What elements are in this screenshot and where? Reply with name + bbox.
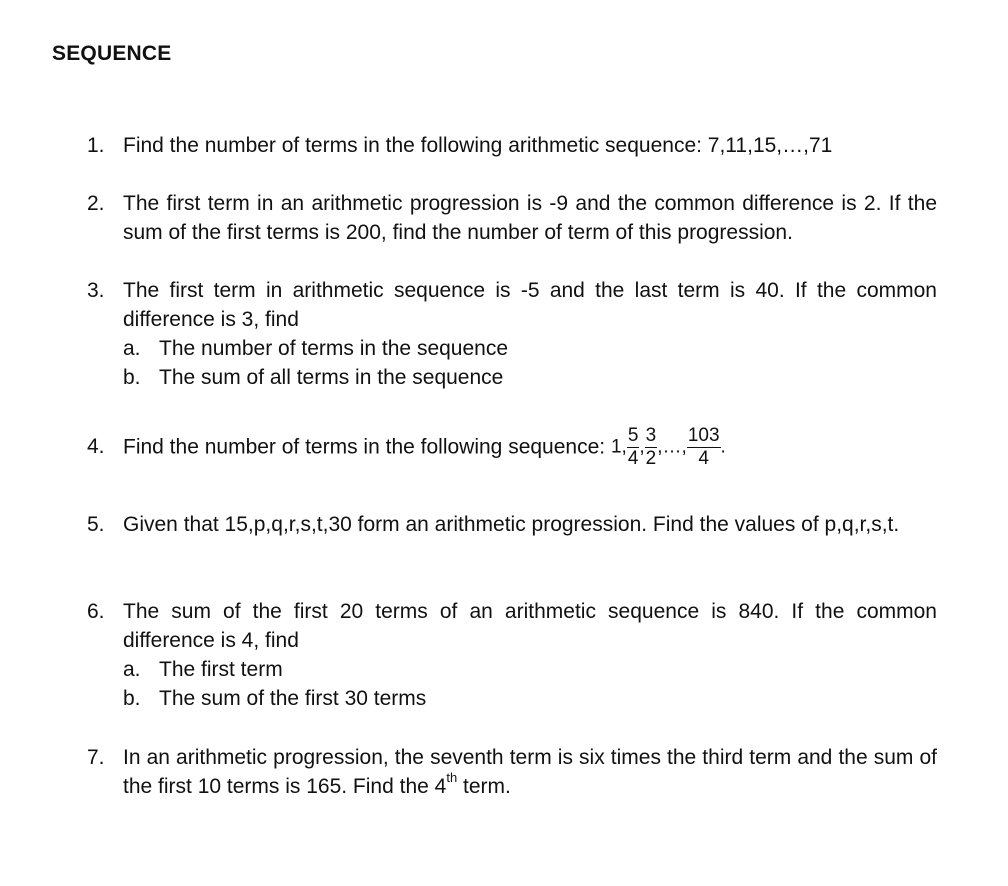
sub-question-letter: a. bbox=[123, 658, 141, 681]
question-text-end: term. bbox=[457, 775, 511, 798]
fraction-numerator: 3 bbox=[645, 425, 657, 446]
fraction-103-4 bbox=[687, 425, 721, 470]
question-5 bbox=[87, 510, 937, 539]
fraction-denominator: 4 bbox=[627, 448, 639, 469]
page-title: SEQUENCE bbox=[52, 42, 172, 65]
fraction-denominator: 2 bbox=[645, 448, 657, 469]
question-text-main: In an arithmetic progression, the seventh term is six times the third term and the sum of the first 10 terms is 165. Find the 4 bbox=[123, 746, 937, 798]
question-number: 6. bbox=[87, 600, 105, 623]
sub-question-letter: a. bbox=[123, 337, 141, 360]
question-text: The sum of the first 20 terms of an arithmetic sequence is 840. If the common difference is 4, find bbox=[123, 600, 937, 652]
sequence-first-term: 1, bbox=[610, 436, 627, 458]
question-7 bbox=[87, 743, 937, 801]
question-number: 7. bbox=[87, 746, 105, 769]
sub-question-b bbox=[123, 684, 937, 713]
question-6 bbox=[87, 597, 937, 713]
question-number: 5. bbox=[87, 513, 105, 536]
question-text: Find the number of terms in the following sequence: bbox=[123, 435, 606, 459]
sequence-separator: , bbox=[639, 436, 645, 458]
question-number: 4. bbox=[87, 435, 105, 458]
question-4 bbox=[87, 425, 937, 470]
question-text: The first term in an arithmetic progression is -9 and the common difference is 2. If the sum of the first terms is 200, find the number of term of this progression. bbox=[123, 192, 937, 244]
question-number: 2. bbox=[87, 192, 105, 215]
sub-question-b bbox=[123, 363, 937, 392]
sequence-expression bbox=[611, 425, 726, 470]
sequence-ellipsis: ,…, bbox=[657, 436, 687, 458]
question-text: The first term in arithmetic sequence is -5 and the last term is 40. If the common difference is 3, find bbox=[123, 279, 937, 331]
sub-question-text: The sum of the first 30 terms bbox=[159, 687, 427, 710]
sub-question-letter: b. bbox=[123, 687, 141, 710]
question-text bbox=[123, 743, 937, 801]
fraction-denominator: 4 bbox=[698, 448, 709, 469]
question-text: Find the number of terms in the following arithmetic sequence: 7,11,15,…,71 bbox=[123, 134, 833, 157]
sub-question-a bbox=[123, 334, 937, 363]
question-1 bbox=[87, 131, 937, 160]
fraction-numerator: 103 bbox=[687, 425, 720, 446]
sub-question-text: The first term bbox=[159, 658, 283, 681]
ordinal-suffix: th bbox=[446, 770, 458, 785]
fraction-3-2 bbox=[645, 425, 658, 470]
question-text: Given that 15,p,q,r,s,t,30 form an arithmetic progression. Find the values of p,q,r,s,t. bbox=[123, 513, 900, 536]
fraction-5-4 bbox=[627, 425, 640, 470]
sub-question-letter: b. bbox=[123, 366, 141, 389]
question-3 bbox=[87, 276, 937, 392]
fraction-numerator: 5 bbox=[627, 425, 639, 446]
sub-question-a bbox=[123, 655, 937, 684]
sub-question-text: The number of terms in the sequence bbox=[159, 337, 509, 360]
question-number: 1. bbox=[87, 134, 105, 157]
sequence-end: . bbox=[720, 436, 726, 458]
question-number: 3. bbox=[87, 279, 105, 302]
question-2 bbox=[87, 189, 937, 247]
sub-question-text: The sum of all terms in the sequence bbox=[159, 366, 504, 389]
